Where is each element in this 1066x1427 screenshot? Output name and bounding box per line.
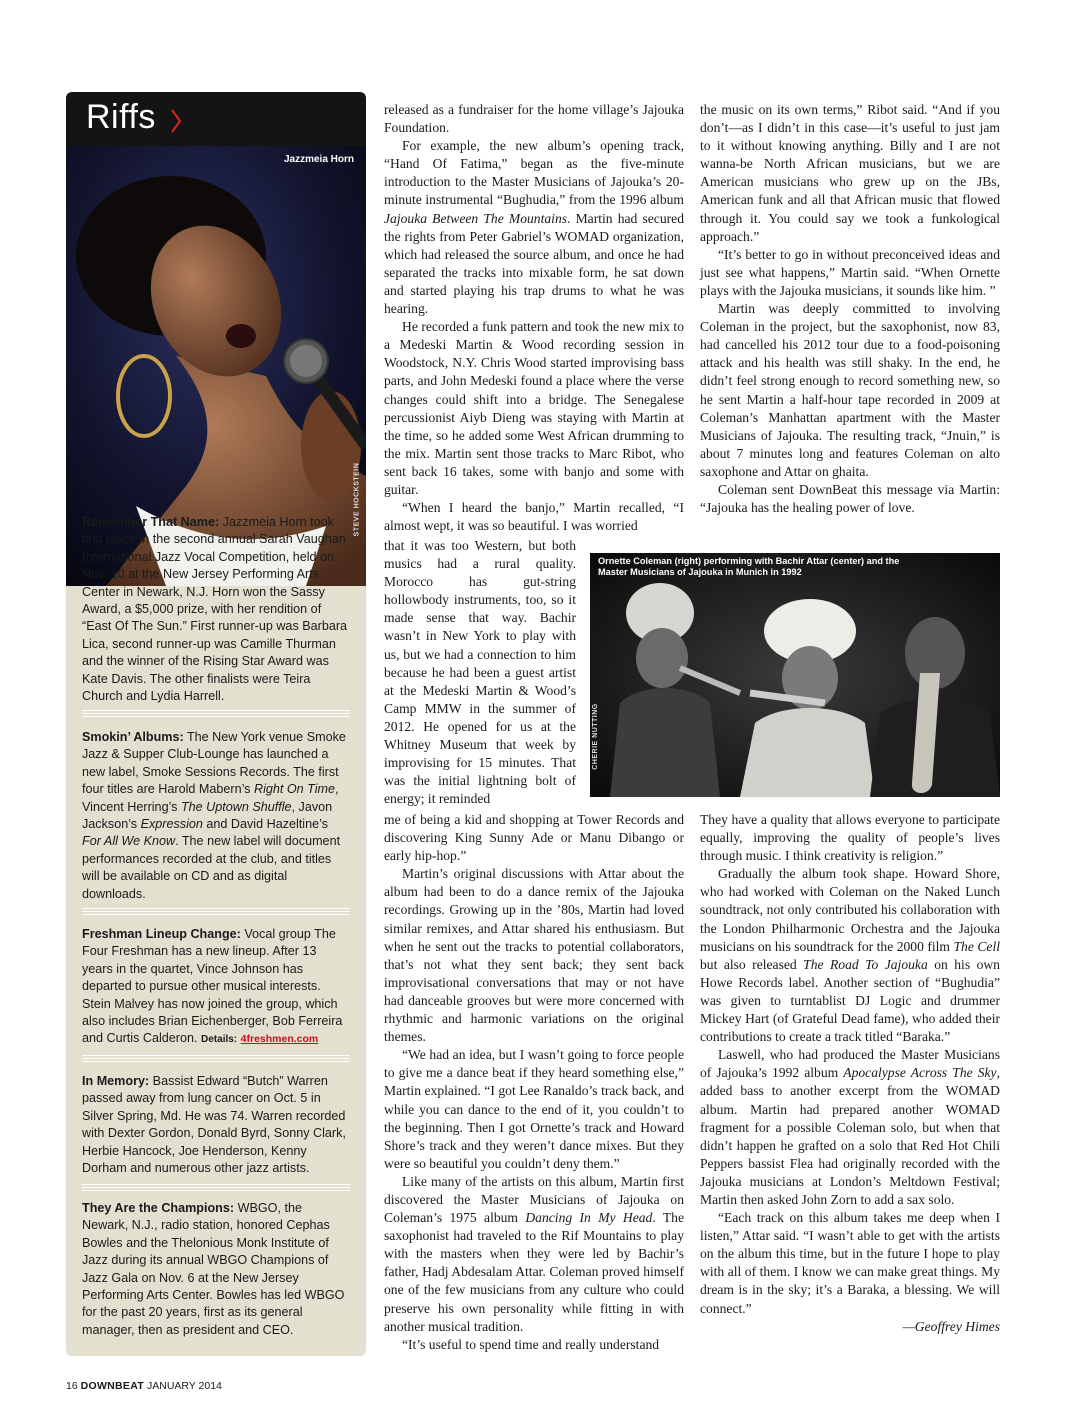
article-paragraph: [384, 137, 684, 318]
ornette-coleman-photo: [590, 553, 1000, 797]
article-column-2-bottom: [700, 811, 1000, 1336]
issue-date: JANUARY 2014: [146, 1380, 222, 1392]
album-title: For All We Know: [82, 834, 176, 849]
riff-text: Vocal group The Four Freshman has a new lineup. After 13 years in the quartet, Vince Johnson has departed to pursue other musical interests. Stein Malvey has now joined the group, which also includes Brian Eichenberger, Bob Ferreira and Curtis Calderon.: [82, 927, 343, 1046]
article-paragraph: “It’s better to go in without preconceived ideas and just see what happens,” Martin said. “When Ornette plays with the Jajouka musicians, it sounds like him. ”: [700, 246, 1000, 298]
text-run: Like many of the artists on this album, Martin first discovered the Master Musicians of Jajouka on Coleman’s 1975 album: [384, 1173, 684, 1226]
riff-item-freshman-lineup: [82, 926, 350, 1049]
riffs-header: [66, 92, 366, 146]
riffs-sidebar: [66, 92, 366, 1356]
article-paragraph: Coleman sent DownBeat this message via Martin: “Jajouka has the healing power of love.: [700, 481, 1000, 516]
album-title: Expression: [140, 817, 203, 832]
text-run: Laswell, who had produced the Master Musicians of Jajouka’s 1992 album: [700, 1047, 1000, 1081]
riffs-title: Riffs: [86, 98, 156, 136]
article-paragraph: that it was too Western, but both musics had a rural quality. Morocco has gut-string hollowbody instruments, too, so it made sense that way. Bachir wasn’t in New York to play with us, but we had a connection to him because he had been a guest artist at the Medeski Martin & Wood’s Camp MMW in the summer of 2012. He opened for us at the Whitney Museum that week by improvising for 15 minutes. That was the initial lightning bolt of energy; it reminded: [384, 538, 576, 807]
article-paragraph: “Each track on this album takes me deep when I listen,” Attar said. “I wasn’t able to get with the artists on the album this time, but in the future I hope to play with all of them. I know we can make great things. My dream is in the sky; it’s a Baraka, a blessing. We will connect.”: [700, 1210, 1000, 1316]
article-paragraph: the music on its own terms,” Ribot said. “And if you don’t—as I didn’t in this case—it’s useful to just jam to it without knowing anything. Billy and I are not wanna-be North African musicians, but we are American musicians who grew up on the JBs, American funk and all that African music that flowed through it. You could say we took a funkological approach.”: [700, 102, 1000, 244]
article-paragraph: “It’s useful to spend time and really understand: [402, 1336, 660, 1352]
photo-credit: CHERIE NUTTING: [591, 703, 599, 770]
album-title: The Uptown Shuffle: [180, 799, 292, 814]
article-paragraph: They have a quality that allows everyone to participate equally, improving the quality of people’s lives through music. I think creativity is religion.”: [700, 812, 1000, 864]
details-label: Details:: [201, 1034, 238, 1046]
riff-item-remember-that-name: [82, 514, 350, 705]
riff-text: Bassist Edward “Butch” Warren passed away from lung cancer on Oct. 5 in Silver Spring, Md. He was 74. Warren recorded with Dexter Gordon, Donald Byrd, Sonny Clark, Herbie Hancock, Joe Henderson, Kenny Dorham and numerous other jazz artists.: [82, 1074, 346, 1176]
riff-text: and David Hazeltine’s: [202, 817, 328, 832]
riff-item-champions: [82, 1200, 350, 1339]
riff-text: The New York venue Smoke Jazz & Supper Club-Lounge has launched a new label, Smoke Sessions Records. The first four titles are Harold Mabern’s: [82, 730, 346, 797]
riff-heading: Remember That Name:: [82, 515, 220, 529]
photo-caption: Ornette Coleman (right) performing with Bachir Attar (center) and the Master Musicians of Jajouka in Munich in 1992: [598, 556, 900, 577]
article-column-2-top: [700, 101, 1000, 517]
article-paragraph: [700, 1046, 1000, 1209]
divider: [82, 908, 350, 916]
album-title: Right On Time: [253, 782, 336, 797]
riff-item-in-memory: [82, 1073, 350, 1177]
magazine-name: DOWNBEAT: [80, 1380, 145, 1392]
divider: [82, 1184, 350, 1192]
text-run: on his own Howe Records label. Another section of “Bughudia” was given to turntablist DJ Logic and drummer Mickey Hart (of Grateful Dead fame), who added their contributions to create a track titled “Baraka.”: [700, 956, 1000, 1045]
text-run: Gradually the album took shape. Howard Shore, who had worked with Coleman on the Naked Lunch soundtrack, not only contributed his collaboration with the London Philharmonic Orchestra and the Jajouka musicians on his soundtrack for the 2000 film: [700, 866, 1000, 954]
riff-text: Jazzmeia Horn took first place in the second annual Sarah Vaughan International Jazz Vocal Competition, held on Nov. 10 at the New Jersey Performing Arts Center in Newark, N.J. Horn won the Sassy Award, a $5,000 prize, with her rendition of “East Of The Sun.” First runner-up was Barbara Lica, second runner-up was Camille Thurman and the winner of the Rising Star Award was Kate Davis. The other finalists were Teira Church and Lydia Harrell.: [82, 515, 348, 704]
text-run: For example, the new album’s opening track, “Hand Of Fatima,” began as the five-minute introduction to the Master Musicians of Jajouka’s 20-minute instrumental “Bughudia,” from the 1996 album: [384, 138, 684, 208]
article-column-1-bottom: [384, 811, 684, 1354]
film-title: The Cell: [953, 938, 1000, 954]
riff-text: , Javon Jackson’s: [82, 799, 333, 832]
riff-heading: Freshman Lineup Change:: [82, 927, 241, 941]
riff-text: , Vincent Herring’s: [82, 782, 339, 814]
article-paragraph: He recorded a funk pattern and took the new mix to a Medeski Martin & Wood recording session in Woodstock, N.Y. Chris Wood started improvising bass parts, and John Medeski found a place where the verse changes could shift into a bridge. The Senegalese percussionist Aiyb Dieng was staying with Martin at the time, so he added some West African drumming to the mix. Martin sent those tracks to Marc Ribot, who sent back 16 takes, some with banjo and some with guitar.: [384, 319, 684, 497]
article-paragraph: released as a fundraiser for the home village’s Jajouka Foundation.: [384, 102, 684, 136]
riff-heading: Smokin’ Albums:: [82, 730, 184, 744]
riff-text: . The new label will document performances recorded at the club, and titles will be available on CD and as digital downloads.: [82, 834, 341, 901]
album-title: Apocalypse Across The Sky: [843, 1065, 997, 1081]
photo-credit: STEVE HOCKSTEIN: [353, 462, 361, 537]
riff-heading: They Are the Champions:: [82, 1201, 235, 1215]
text-run: . The saxophonist had traveled to the Rif Mountains to play with the masters when they were led by Bachir’s father, Hadj Abdesalam Attar. Coleman proved himself one of the few musicians from any culture who could preserve his own personality while fitting in with another musical tradition.: [384, 1210, 684, 1334]
article-paragraph: [384, 1173, 684, 1336]
article-paragraph: Martin was deeply committed to involving Coleman in the project, but the saxophonist, now 83, had cancelled his 2012 tour due to a food-poisoning attack and his health was still shaky. In the end, he didn’t feel strong enough to record something new, so he sent Martin a half-hour tape recorded in 2009 at Coleman’s Manhattan apartment with the Master Musicians of Jajouka. The resulting track, “Jnuin,” is about 7 minutes long and features Coleman on alto saxophone and Attar on ghaita.: [700, 301, 1000, 479]
text-run: , added bass to another excerpt from the WOMAD album. Martin had prepared another WOMAD fragment for a possible Coleman solo, but when that didn’t happen he grafted on a solo that Red Hot Chili Peppers bassist Flea had originally recorded with the Jajouka musicians at London’s Meltdown Festival; Martin then asked John Zorn to add a sax solo.: [700, 1065, 1000, 1207]
album-title: Dancing In My Head: [525, 1210, 653, 1226]
divider: [82, 1055, 350, 1063]
album-title: The Road To Jajouka: [803, 956, 928, 972]
article-column-1-wrap: [384, 537, 576, 808]
album-title: Jajouka Between The Mountains: [384, 210, 568, 226]
riff-item-smokin-albums: [82, 729, 350, 903]
article-paragraph: “We had an idea, but I wasn’t going to force people to give me a dance beat if they heard something else,” Martin explained. “I got Lee Ranaldo’s track back, and while you can dance to the end of it, you couldn’t to the beginning. Then I got Ornette’s track and Howard Shore’s track and they weren’t dance mixes. But they were so beautiful you couldn’t deny them.”: [384, 1047, 684, 1171]
4freshmen-link[interactable]: 4freshmen.com: [240, 1033, 319, 1046]
riff-text: WBGO, the Newark, N.J., radio station, honored Cephas Bowles and the Thelonious Monk Institute of Jazz during its annual WBGO Champions of Jazz Gala on Nov. 6 at the New Jersey Performing Arts Center. Bowles has led WBGO for the past 20 years, first as its general manager, then as president and CEO.: [82, 1201, 345, 1337]
page-footer: [66, 1380, 222, 1392]
article-paragraph: Martin’s original discussions with Attar about the album had been to do a dance remix of the Jajouka recordings. Growing up in the ’80s, Martin had loved similar remixes, and Attar shared his enthusiasm. But when he sent out the tracks to potential collaborators, that’s not what they sent back; they sent back improvisational conversations that may or not have had danceable grooves but were more concerned with rhythmic and harmonic variations on the original themes.: [384, 866, 684, 1045]
byline-row: [700, 1318, 1000, 1336]
text-run: but also released: [700, 956, 804, 972]
riff-heading: In Memory:: [82, 1074, 150, 1088]
byline: —Geoffrey Himes: [902, 1318, 1000, 1334]
article-paragraph: me of being a kid and shopping at Tower Records and discovering King Sunny Ade or Manu Dibango or early hip-hop.”: [384, 812, 684, 864]
text-run: . Martin had secured the rights from Peter Gabriel’s WOMAD organization, which had released the source album, and once he had separated the tracks into mixable form, he sat down and started playing his trap drums to what he was hearing.: [384, 210, 684, 317]
divider: [82, 710, 350, 718]
article-column-1-top: [384, 101, 684, 535]
chevron-right-icon: [170, 108, 182, 134]
page-number: 16: [66, 1380, 78, 1392]
article-paragraph: “When I heard the banjo,” Martin recalled, “I almost wept, it was so beautiful. I was worried: [384, 500, 684, 534]
article-paragraph: [700, 865, 1000, 1046]
photo-caption: Jazzmeia Horn: [283, 154, 354, 165]
musicians-illustration: [590, 553, 1000, 797]
